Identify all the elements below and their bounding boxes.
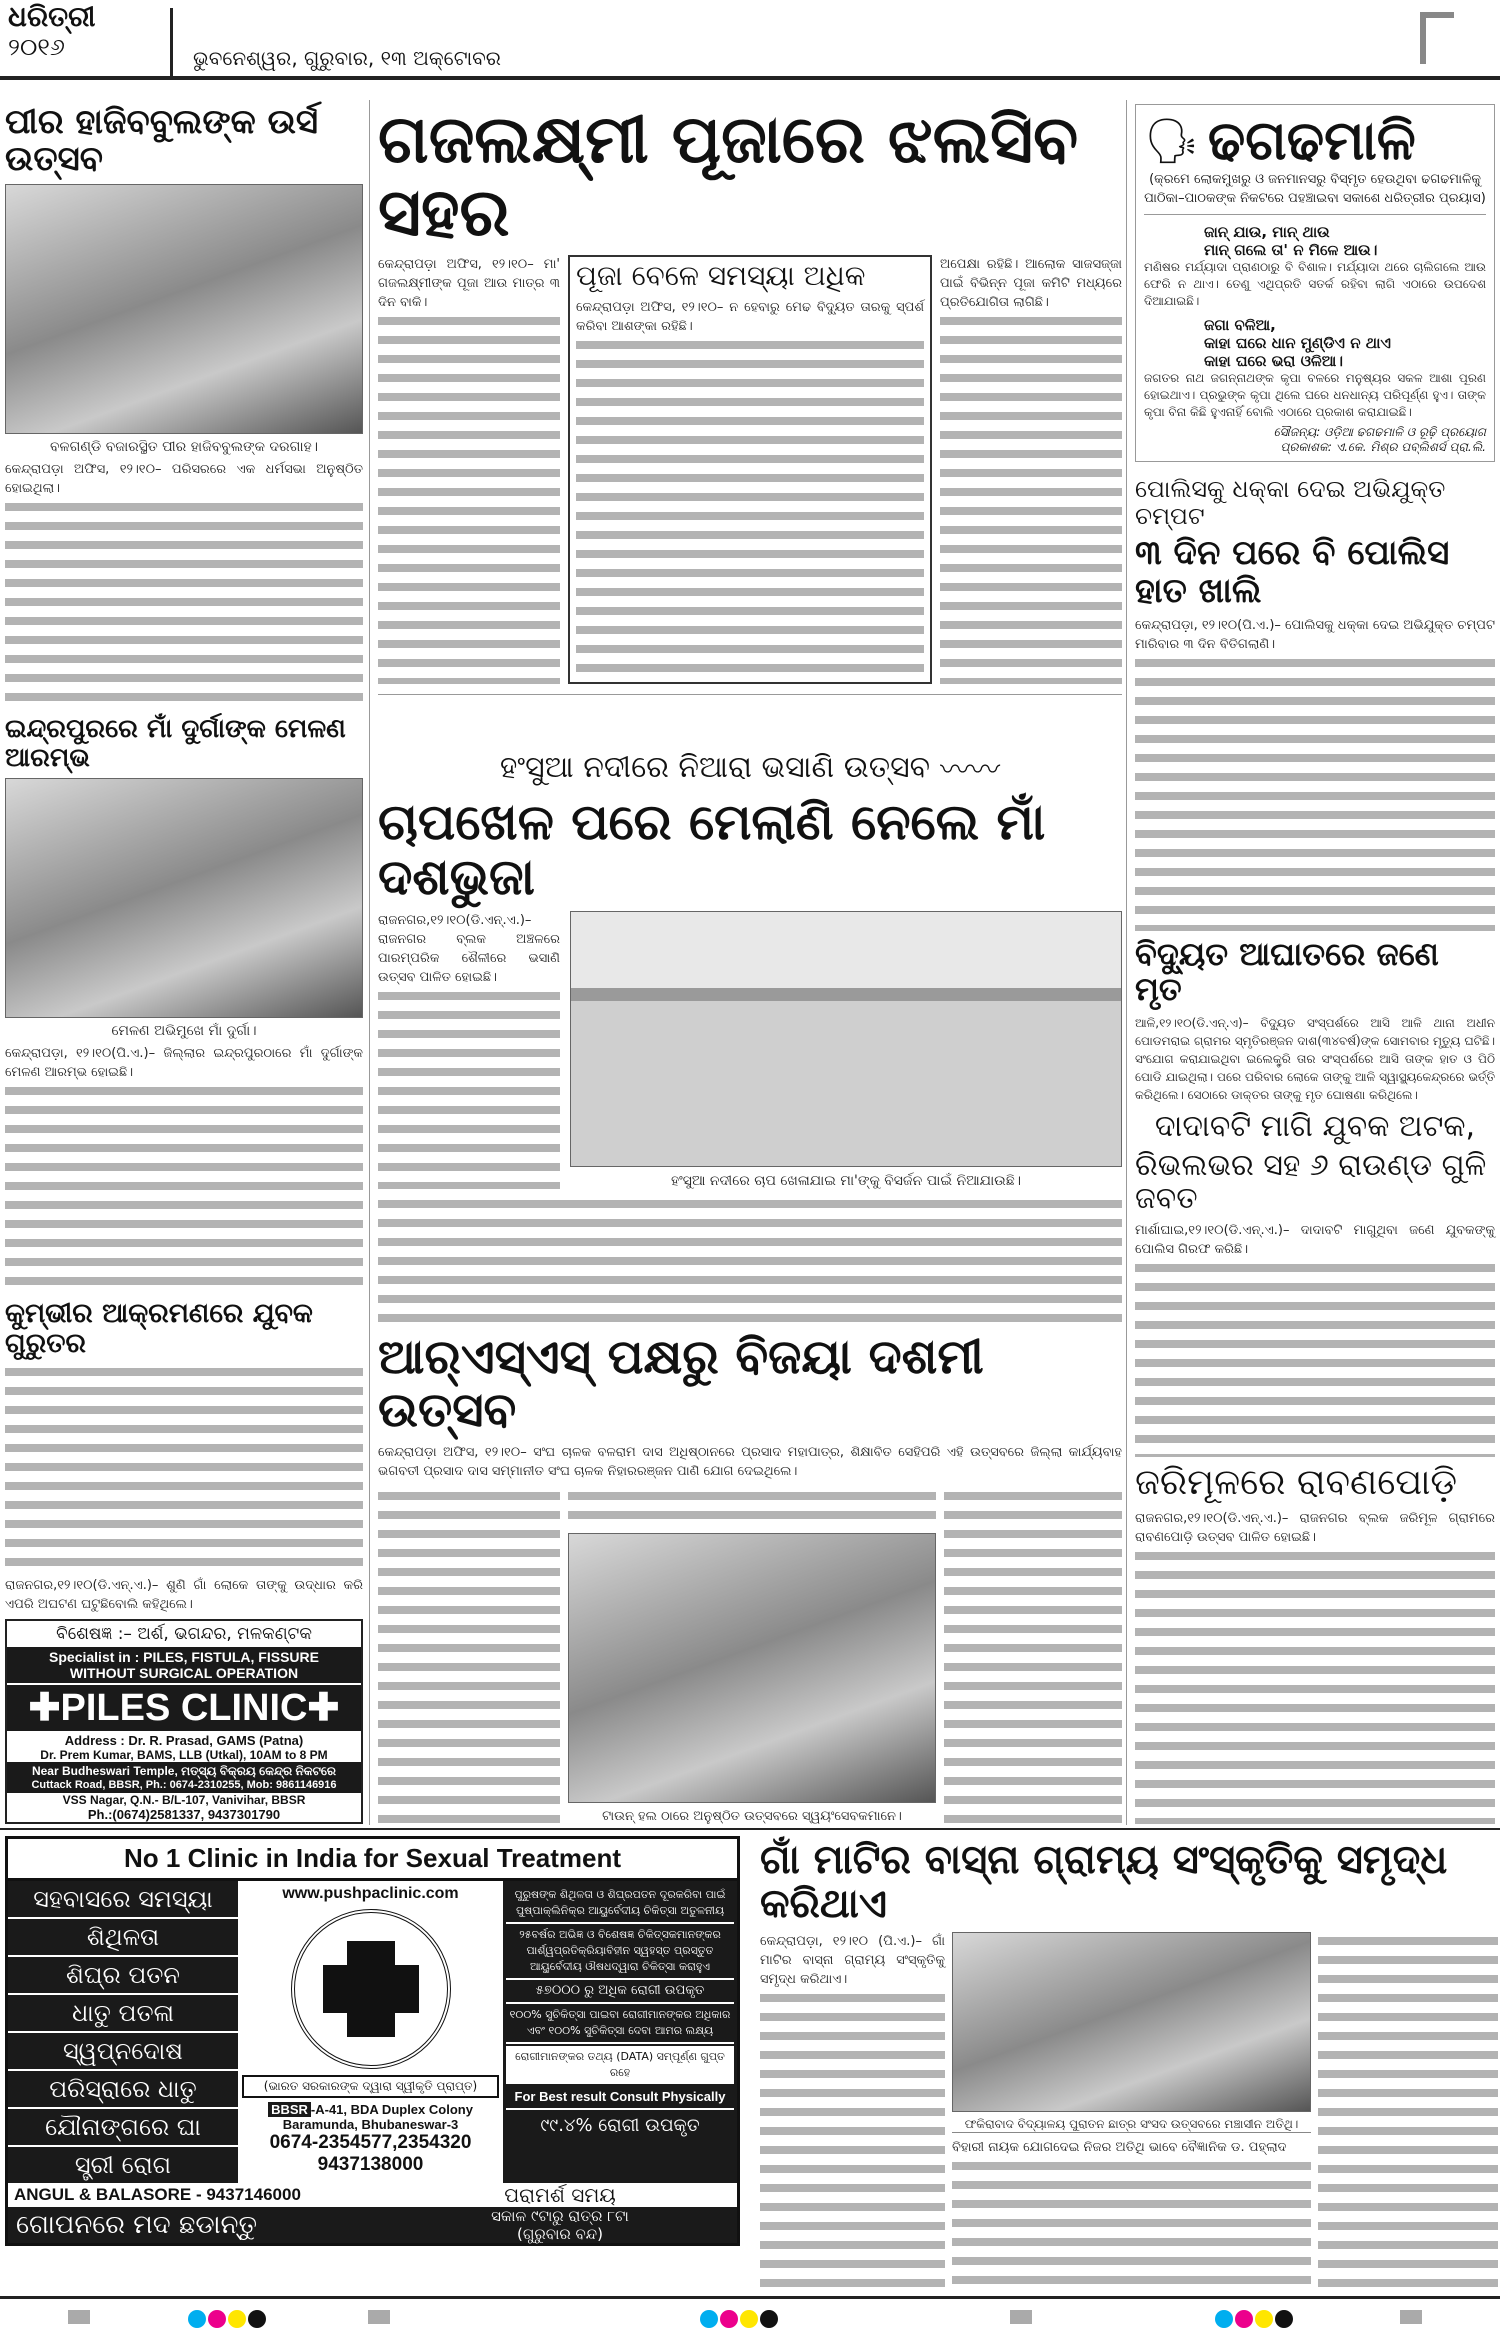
rss-row — [378, 1487, 1122, 1824]
article-body-gajalaxmi-right — [940, 255, 1122, 684]
hours: ସକାଳ ୯ଟାରୁ ରାତ୍ର ୮ଟା — [491, 2207, 629, 2225]
gray-block — [368, 2310, 390, 2324]
text-lines — [1135, 1259, 1495, 1457]
text-lines — [5, 1082, 363, 1295]
text-lines — [576, 336, 924, 678]
headline-indrapur: ଇନ୍ଦ୍ରପୁରରେ ମାଁ ଦୁର୍ଗାଙ୍କ ମେଳଣ ଆରମ୍ଭ — [5, 714, 346, 773]
problem-item: ଶିଥିଳତା — [8, 1919, 238, 1957]
text-lines — [378, 312, 560, 684]
ad-specialist-band — [7, 1647, 361, 1683]
photo-durga — [5, 778, 363, 1018]
caption-village: ଫକିରାବାଦ ବିଦ୍ୟାଳୟ ପୁରାତନ ଛାତ୍ର ସଂସଦ ଉତ୍ସବରେ ମଞ୍ଚାସୀନ ଅତିଥି। — [952, 2117, 1311, 2133]
lead-row — [378, 255, 1122, 684]
article-text: କେନ୍ଦ୍ରାପଡ଼ା, ୧୨।୧୦ (ପି.ଏ.)– ଗାଁ ମାଟିର ବାସ୍ନା ଗ୍ରାମ୍ୟ ସଂସ୍କୃତିକୁ ସମୃଦ୍ଧ କରିଥାଏ। — [760, 1934, 945, 1987]
problem-item: ସ୍ୱପ୍ନଦୋଷ — [8, 2033, 238, 2071]
ad-address — [242, 2102, 499, 2117]
ad-claims — [503, 1881, 737, 2183]
masthead-year: ୨୦୧୬ — [8, 32, 65, 61]
article-text: କେନ୍ଦ୍ରାପଡ଼ା ଅଫିସ, ୧୨।୧୦– ନ ହେବାରୁ ମେଢ ବିଦ୍ୟୁତ ତାରକୁ ସ୍ପର୍ଶ କରିବା ଆଶଙ୍କା ରହିଛି। — [576, 299, 924, 334]
article-body-crocodile — [5, 1363, 363, 1614]
gray-block — [1010, 2310, 1032, 2324]
cartoon-faces-icon: 🗣 — [1144, 115, 1200, 167]
problem-item: ସ୍ତ୍ରୀ ରୋଗ — [74, 2151, 172, 2179]
right-column — [1135, 104, 1495, 1824]
ad-title: No 1 Clinic in India for Sexual Treatment — [8, 1839, 737, 1881]
headline-jarimula: ଜରିମୂଳରେ ରାବଣପୋଡ଼ି — [1135, 1462, 1458, 1504]
masthead-divider — [170, 8, 173, 76]
publisher: ପ୍ରକାଶକ: ଏ.କେ. ମିଶ୍ର ପବ୍ଲିଶର୍ସ ପ୍ରା.ଲି. — [1280, 440, 1486, 455]
box-body — [576, 298, 924, 678]
plus-icon: ✚ — [28, 1686, 61, 1729]
bbsr-tag: BBSR — [268, 2102, 311, 2117]
article-text: କେନ୍ଦ୍ରାପଡ଼ା, ୧୨।୧୦(ପି.ଏ.)– ଜିଲ୍ଲାର ଇନ୍ଦ୍ରପୁରଠାରେ ମାଁ ଦୁର୍ଗାଙ୍କ ମେଳଣ ଆରମ୍ଭ ହୋଇଛି। — [5, 1045, 363, 1080]
ad-specialist-en: Specialist in : PILES, FISTULA, FISSURE — [49, 1648, 319, 1665]
plus-icon: ✚ — [307, 1686, 340, 1729]
ad-addr2: Baramunda, Bhubaneswar-3 — [282, 2117, 459, 2132]
dhagadhamali-title: ଢଗଢମାଳି — [1207, 109, 1416, 172]
cmyk-dots — [1215, 2310, 1295, 2332]
column-divider — [369, 100, 370, 1825]
text-lines — [378, 987, 560, 1189]
ad-footer — [8, 2183, 737, 2243]
headline-police: ୩ ଦିନ ପରେ ବି ପୋଲିସ ହାତ ଖାଲି — [1135, 533, 1450, 611]
masthead-right — [0, 8, 1400, 76]
article-body-rss — [378, 1443, 1122, 1481]
hours-label: ପରାମର୍ଶ ସମୟ — [504, 2183, 616, 2207]
photo-dargah — [5, 184, 363, 434]
ad-center — [238, 1881, 503, 2183]
footer-rule — [0, 2296, 1500, 2299]
text-lines — [944, 1487, 1122, 1824]
claim: ୧୦୦% ସୁଚିକିତ୍ସା ପାଇବା ରୋଗୀମାନଙ୍କର ଅଧିକାର ଏବଂ ୧୦୦% ସୁଚିକିତ୍ସା ଦେବା ଆମର ଲକ୍ଷ୍ୟ — [506, 2004, 734, 2044]
verse2a: ଜଗା ବଳିଆ, — [1204, 316, 1276, 335]
explain1: ମଣିଷର ମର୍ଯ୍ୟାଦା ପ୍ରାଣଠାରୁ ବି ବିଶାଳ। ମର୍ଯ୍ୟାଦା ଥରେ ଚାଲିଗଲେ ଆଉ ଫେରି ନ ଥାଏ। ତେଣୁ ଏଥିପ୍ରତି ସତର୍କ ରହିବା ଲାଗି ଏଠାରେ ଉପଦେଶ ଦିଆଯାଇଛି। — [1144, 260, 1486, 309]
article-text: କେନ୍ଦ୍ରାପଡ଼ା ଅଫିସ, ୧୨।୧୦– ମା' ଗଜଲକ୍ଷ୍ମୀଙ୍କ ପୂଜା ଆଉ ମାତ୍ର ୩ ଦିନ ବାକି। — [378, 257, 560, 311]
article-text: କେନ୍ଦ୍ରାପଡ଼ା, ୧୨।୧୦(ପି.ଏ.)– ପୋଲିସକୁ ଧକ୍କା ଦେଇ ଅଭିଯୁକ୍ତ ଚମ୍ପଟ ମାରିବାର ୩ ଦିନ ବିତିଗଲାଣି। — [1135, 617, 1495, 652]
text-lines — [5, 1363, 363, 1576]
main-column — [378, 101, 1122, 1824]
caption-river: ହଂସୁଆ ନଦୀରେ ଚାପ ଖେଳାଯାଇ ମା'ଙ୍କୁ ବିସର୍ଜନ ପାଇଁ ନିଆଯାଉଛି। — [671, 1173, 1021, 1189]
page-corner-mark — [1420, 12, 1454, 64]
article-body-village-mid — [952, 2138, 1311, 2290]
claim: ୨୫ବର୍ଷର ଅଭିଜ୍ଞ ଓ ବିଶେଷଜ୍ଞ ଚିକିତ୍ସକମାନଙ୍କର ପାର୍ଶ୍ୱପ୍ରତିକ୍ରିୟାବିହୀନ ସ୍ୱହସ୍ତ ପ୍ରସ୍ତୁତ ଆୟୁର୍ବେଦୀୟ ଔଷଧଦ୍ୱାରା ଚିକିତ୍ସା କରାହୁଏ — [506, 1924, 734, 1980]
verse2b: କାହା ଘରେ ଧାନ ମୁଣ୍ଡିଏ ନ ଥାଏ — [1204, 334, 1391, 353]
govt-approved: (ଭାରତ ସରକାରଙ୍କ ଦ୍ୱାରା ସ୍ୱୀକୃତି ପ୍ରାପ୍ତ) — [242, 2075, 499, 2098]
ad-vss: VSS Nagar, Q.N.- B/L-107, Vanivihar, BBSR — [62, 1792, 306, 1807]
kicker-row — [378, 745, 1122, 789]
photo-rss-gathering — [568, 1533, 936, 1803]
problem-item: ଯୌନାଙ୍ଗରେ ଘା — [8, 2109, 238, 2147]
caption-rss: ଟାଉନ୍ ହଲ ଠାରେ ଅନୁଷ୍ଠିତ ଉତ୍ସବରେ ସ୍ୱୟଂସେବକମାନେ। — [602, 1809, 902, 1824]
headline-dadabati-2: ରିଭଲଭର ସହ ୬ ରାଉଣ୍ଡ ଗୁଳି ଜବତ — [1135, 1147, 1487, 1216]
claim: ପୁରୁଷଙ୍କ ଶିଥିଳତା ଓ ଶିଘ୍ରପତନ ଦୂରକରିବା ପାଇଁ ପୁଷ୍ପାକ୍ଲିନିକ୍‌ର ଆୟୁର୍ବେଦୀୟ ଚିକିତ୍ସା ଅତୁଳନୀୟ — [506, 1884, 734, 1924]
ad-website: www.pushpaclinic.com — [282, 1885, 459, 1902]
caption-durga: ମେଳଣ ଅଭିମୁଖେ ମାଁ ଦୁର୍ଗା। — [111, 1022, 257, 1039]
ad-address1: Address : Dr. R. Prasad, GAMS (Patna) — [64, 1732, 304, 1748]
explain2: ଜଗତର ନାଥ ଜଗନ୍ନାଥଙ୍କ କୃପା ବଳରେ ମନୁଷ୍ୟର ସକଳ ଆଶା ପୂରଣ ହୋଇଥାଏ। ପ୍ରଭୁଙ୍କ କୃପା ଥିଲେ ଘରେ ଧନଧାନ୍ୟ ପରିପୂର୍ଣ୍ଣ ହୁଏ। ତାଙ୍କ କୃପା ବିନା କିଛି ହୁଏନାହିଁ ବୋଲି ଏଠାରେ ପ୍ରକାଶ କରାଯାଇଛି। — [1144, 371, 1486, 420]
article-text: ରାଜନଗର,୧୨।୧୦(ଡି.ଏନ୍.ଏ.)– ରାଜନଗର ବ୍ଲକ ଅଞ୍ଚଳରେ ପାରମ୍ପରିକ ଶୈଳୀରେ ଭସାଣି ଉତ୍ସବ ପାଳିତ ହୋଇଛି। — [378, 913, 560, 985]
article-body-pir — [5, 460, 363, 711]
headline-village: ଗାଁ ମାଟିର ବାସ୍ନା ଗ୍ରାମ୍ୟ ସଂସ୍କୃତିକୁ ସମୃଦ୍ଧ କରିଥାଏ — [760, 1837, 1448, 1927]
kicker-police: ପୋଲିସକୁ ଧକ୍କା ଦେଇ ଅଭିଯୁକ୍ତ ଚମ୍ପଟ — [1135, 475, 1446, 530]
text-lines — [952, 2157, 1311, 2290]
article-text: ଅପେକ୍ଷା ରହିଛି। ଆଲୋକ ସାଜସଜ୍ଜା ପାଇଁ ବିଭିନ୍ନ ପୂଜା କମିଟି ମଧ୍ୟରେ ପ୍ରତିଯୋଗିତା ଲାଗିଛି। — [940, 257, 1122, 311]
dhagadhamali-intro: (କ୍ରମେ ଲୋକମୁଖରୁ ଓ ଜନମାନସରୁ ବିସ୍ମୃତ ହେଉଥିବା ଢଗଢମାଳିକୁ ପାଠିକା–ପାଠକଙ୍କ ନିକଟରେ ପହଞ୍ଚାଇବା ସକାଶେ ଧରିତ୍ରୀର ପ୍ରୟାସ) — [1144, 170, 1486, 215]
data-note: ରୋଗୀମାନଙ୍କର ତଥ୍ୟ (DATA) ସମ୍ପୂର୍ଣ୍ଣ ଗୁପ୍ତ ରହେ — [506, 2046, 734, 2084]
headline-gajalaxmi: ଗଜଲକ୍ଷ୍ମୀ ପୂଜାରେ ଝଲସିବ ସହର — [378, 101, 1079, 251]
hansua-row — [378, 911, 1122, 1189]
problems-list — [8, 1881, 238, 2183]
ad-location-band — [7, 1762, 361, 1793]
article-text: କେନ୍ଦ୍ରାପଡ଼ା ଅଫିସ, ୧୨।୧୦– ସଂଘ ଚାଳକ ବଳରାମ ଦାସ ଅଧିଷ୍ଠାନରେ ପ୍ରସାଦ ମହାପାତ୍ର, ଶିକ୍ଷାବିତ ସେହିପରି ଏହି ଉତ୍ସବରେ ଜିଲ୍ଲା କାର୍ଯ୍ୟବାହ ଭଗବତୀ ପ୍ରସାଦ ଦାସ ସମ୍ମାନୀତ ସଂଘ ଚାଳକ ନିହାରରଞ୍ଜନ ପାଣି ଯୋଗ ଦେଇଥିଲେ। — [378, 1444, 1122, 1479]
ad-footer-left — [8, 2183, 383, 2243]
pushpa-seal-logo — [291, 1909, 451, 2069]
success-rate: ୯୯.୪% ରୋଗୀ ଉପକୃତ — [540, 2115, 700, 2136]
article-text: ମାର୍ଶାଘାଇ,୧୨।୧୦(ଡି.ଏନ୍.ଏ.)– ଦାଦାବଟି ମାଗୁଥିବା ଜଣେ ଯୁବକଙ୍କୁ ପୋଲିସ ଗିରଫ କରିଛି। — [1135, 1222, 1495, 1257]
article-body-jarimula — [1135, 1509, 1495, 1824]
text-lines — [760, 1989, 945, 2290]
text-lines — [940, 312, 1122, 684]
kicker-hansua: ହଂସୁଆ ନଦୀରେ ନିଆରା ଭସାଣି ଉତ୍ସବ — [499, 749, 931, 785]
ad-clinic-name-band — [7, 1685, 361, 1731]
article-body-hansua — [378, 911, 560, 1189]
verse1b: ମାନ୍ ଗଲେ ତା' ନ ମିଳେ ଆଉ। — [1204, 241, 1378, 260]
cmyk-dots — [188, 2310, 268, 2332]
article-body-police — [1135, 616, 1495, 931]
problem-item: ଧାତୁ ପତଳା — [8, 1995, 238, 2033]
piles-clinic-ad — [5, 1619, 363, 1824]
headline-electric: ବିଦ୍ୟୁତ ଆଘାତରେ ଜଣେ ମୃତ — [1135, 935, 1439, 1009]
sidebar-box-puja-problems — [568, 255, 932, 684]
ad-phone2: 9437138000 — [317, 2154, 424, 2175]
hours-band — [383, 2207, 737, 2243]
headline-pir-haji: ପୀର ହାଜିବବୁଲଙ୍କ ଉର୍ସ ଉତ୍ସବ — [5, 102, 319, 180]
ad-address2: Dr. Prem Kumar, BAMS, LLB (Utkal), 10AM to 8 PM — [40, 1747, 328, 1762]
headline-dadabati-1: ଦାଦାବଟି ମାଗି ଯୁବକ ଅଟକ, — [1154, 1108, 1476, 1144]
photo-village-stage — [952, 1932, 1311, 2112]
text-lines — [1318, 1932, 1498, 2290]
village-middle — [952, 1932, 1311, 2290]
section-hansua — [378, 705, 1122, 1325]
dhagadhamali-box — [1135, 104, 1495, 462]
village-row — [760, 1932, 1498, 2290]
box-title: ପୂଜା ବେଳେ ସମସ୍ୟା ଅଧିକ — [576, 259, 866, 293]
problem-item: ପରିସ୍ରାରେ ଧାତୁ — [8, 2071, 238, 2109]
ad-phone: Ph.:(0674)2581337, 9437301790 — [87, 1806, 281, 1822]
ad-without-surgery: WITHOUT SURGICAL OPERATION — [69, 1664, 299, 1681]
article-text: ରାଜନଗର,୧୨।୧୦(ଡି.ଏନ୍.ଏ.)– ରାଜନଗର ବ୍ଲକ ଜରିମୂଳ ଗ୍ରାମରେ ରାବଣପୋଡ଼ି ଉତ୍ସବ ପାଳିତ ହୋଇଛି। — [1135, 1510, 1495, 1545]
photo-river-boats — [570, 911, 1122, 1167]
headline-crocodile: କୁମ୍ଭୀର ଆକ୍ରମଣରେ ଯୁବକ ଗୁରୁତର — [5, 1298, 313, 1359]
ad-slogan: ଗୋପନରେ ମଦ ଛଡାନ୍ତୁ — [8, 2207, 383, 2243]
masthead-logo: ଧରିତ୍ରୀ — [8, 0, 96, 33]
claim: ୫୭୦୦୦ ରୁ ଅଧିକ ରୋଗୀ ଉପକୃତ — [506, 1980, 734, 2004]
article-text: କେନ୍ଦ୍ରାପଡ଼ା ଅଫିସ, ୧୨।୧୦– ପରିସରରେ ଏକ ଧର୍ମସଭା ଅନୁଷ୍ଠିତ ହୋଇଥିଲା। — [5, 461, 363, 496]
article-body-indrapur — [5, 1044, 363, 1295]
article-body-gajalaxmi — [378, 255, 560, 684]
left-column — [5, 104, 363, 1824]
photo-block-rss — [568, 1487, 936, 1824]
ad-addr1: -A-41, BDA Duplex Colony — [310, 2102, 473, 2117]
article-text: ବିହାରୀ ନାୟକ ଯୋଗଦେଇ ନିଜର ଅତିଥି ଭାବେ ବୈଜ୍ଞାନିକ ଡ. ପହ୍ଲାଦ — [952, 2140, 1287, 2155]
section-village — [760, 1838, 1498, 2290]
masthead-rule — [0, 76, 1500, 80]
column-divider — [1126, 100, 1127, 1825]
text-lines — [5, 498, 363, 711]
text-lines — [568, 1487, 936, 1527]
article-body-dadabati — [1135, 1221, 1495, 1457]
problem-item: ସହବାସରେ ସମସ୍ୟା — [8, 1881, 238, 1919]
gray-block — [1400, 2310, 1422, 2324]
article-text: ରାଜନଗର,୧୨।୧୦(ଡି.ଏନ୍.ଏ.)– ଶୁଣି ଗାଁ ଲୋକେ ତାଙ୍କୁ ଉଦ୍ଧାର କରି ଏପରି ଅଘଟଣ ଘଟୁଛିବୋଲି କହିଥିଲେ। — [5, 1577, 363, 1612]
closed-day: (ଗୁରୁବାର ବନ୍ଦ) — [517, 2225, 603, 2243]
cmyk-dots — [700, 2310, 780, 2332]
headline-chapakhela: ଚାପଖେଳ ପରେ ମେଲାଣି ନେଲେ ମାଁ ଦଶଭୁଜା — [378, 793, 1046, 906]
text-lines — [378, 1487, 560, 1824]
problem-item: ଶିଘ୍ର ପତନ — [8, 1957, 238, 1995]
ad-phone1: 0674-2354577,2354320 — [269, 2132, 472, 2153]
ad-near: Near Budheswari Temple, ମତ୍ସ୍ୟ ବିକ୍ରୟ କେନ୍ଦ୍ର ନିକଟରେ — [31, 1763, 337, 1778]
pushpa-clinic-ad — [5, 1836, 740, 2246]
gray-block — [68, 2310, 90, 2324]
ad-road: Cuttack Road, BBSR, Ph.: 0674-2310255, Mob: 9861146916 — [31, 1778, 337, 1791]
courtesy: ସୌଜନ୍ୟ: ଓଡ଼ିଆ ଢଗଢମାଳି ଓ ରୂଢ଼ି ପ୍ରୟୋଗ — [1273, 425, 1486, 440]
dateline: ଭୁବନେଶ୍ୱର, ଗୁରୁବାର, ୧୩ ଅକ୍ଟୋବର — [193, 46, 501, 70]
ad-branches: ANGUL & BALASORE - 9437146000 — [14, 2185, 301, 2204]
verse2c: କାହା ଘରେ ଭରା ଓଳିଆ। — [1204, 352, 1344, 371]
text-lines — [1135, 1547, 1495, 1824]
section-gajalaxmi — [378, 101, 1122, 684]
headline-rss: ଆର୍‌ଏସ୍‌ଏସ୍ ପକ୍ଷରୁ ବିଜୟା ଦଶମୀ ଉତ୍ସବ — [378, 1329, 984, 1438]
text-lines — [1135, 654, 1495, 931]
ad-middle — [8, 1881, 737, 2183]
article-body-village — [760, 1932, 945, 2290]
verse1a: ଜାନ୍ ଯାଉ, ମାନ୍ ଥାଉ — [1204, 223, 1330, 242]
photo-block-river — [570, 911, 1122, 1189]
ad-specialist-odia: ବିଶେଷଜ୍ଞ :– ଅର୍ଶ, ଭଗନ୍ଦର, ମଳକଣ୍ଟକ — [56, 1623, 312, 1644]
section-rss — [378, 1331, 1122, 1824]
masthead — [0, 0, 1500, 80]
wave-ornament: 〰〰 — [940, 753, 1001, 788]
caption-dargah: ବଳଗଣ୍ଡି ବଜାରସ୍ଥିତ ପୀର ହାଜିବବୁଲଙ୍କ ଦରଗାହ। — [49, 438, 319, 455]
section-rule — [0, 1828, 1500, 1830]
consult-note: For Best result Consult Physically — [506, 2086, 734, 2110]
ad-clinic-name: PILES CLINIC — [60, 1686, 308, 1729]
text-lines — [378, 1195, 1122, 1325]
article-body-electric: ଆଳି,୧୨।୧୦(ଡି.ଏନ୍.ଏ)– ବିଦ୍ୟୁତ ସଂସ୍ପର୍ଶରେ ଆସି ଆଳି ଥାନା ଅଧୀନ ପୋଡମରାଇ ଗ୍ରାମର ସ୍ମୃତିରଞ୍ଜନ ଦାଶ(୩୪ବର୍ଷ)ଙ୍କ ସୋମବାର ମୃତ୍ୟୁ ଘଟିଛି। ସଂଯୋଗ କରାଯାଇଥିବା ଇଲେକ୍ଟ୍ରି ତାର ସଂସ୍ପର୍ଶରେ ଆସି ତାଙ୍କ ହାତ ଓ ପିଠି ପୋଡି ଯାଇଥିଲା। ପରେ ପରିବାର ଲୋକେ ତାଙ୍କୁ ଆଳି ସ୍ୱାସ୍ଥ୍ୟକେନ୍ଦ୍ରରେ ଭର୍ତ୍ତି କରିଥିଲେ। ସେଠାରେ ଡାକ୍ତର ତାଙ୍କୁ ମୃତ ଘୋଷଣା କରିଥିଲେ। — [1135, 1015, 1495, 1102]
registration-marks — [0, 2310, 1500, 2330]
dhagadhamali-header — [1144, 111, 1486, 170]
ad-footer-right — [383, 2183, 737, 2243]
divider — [378, 694, 1122, 695]
cross-icon — [323, 1965, 419, 2013]
